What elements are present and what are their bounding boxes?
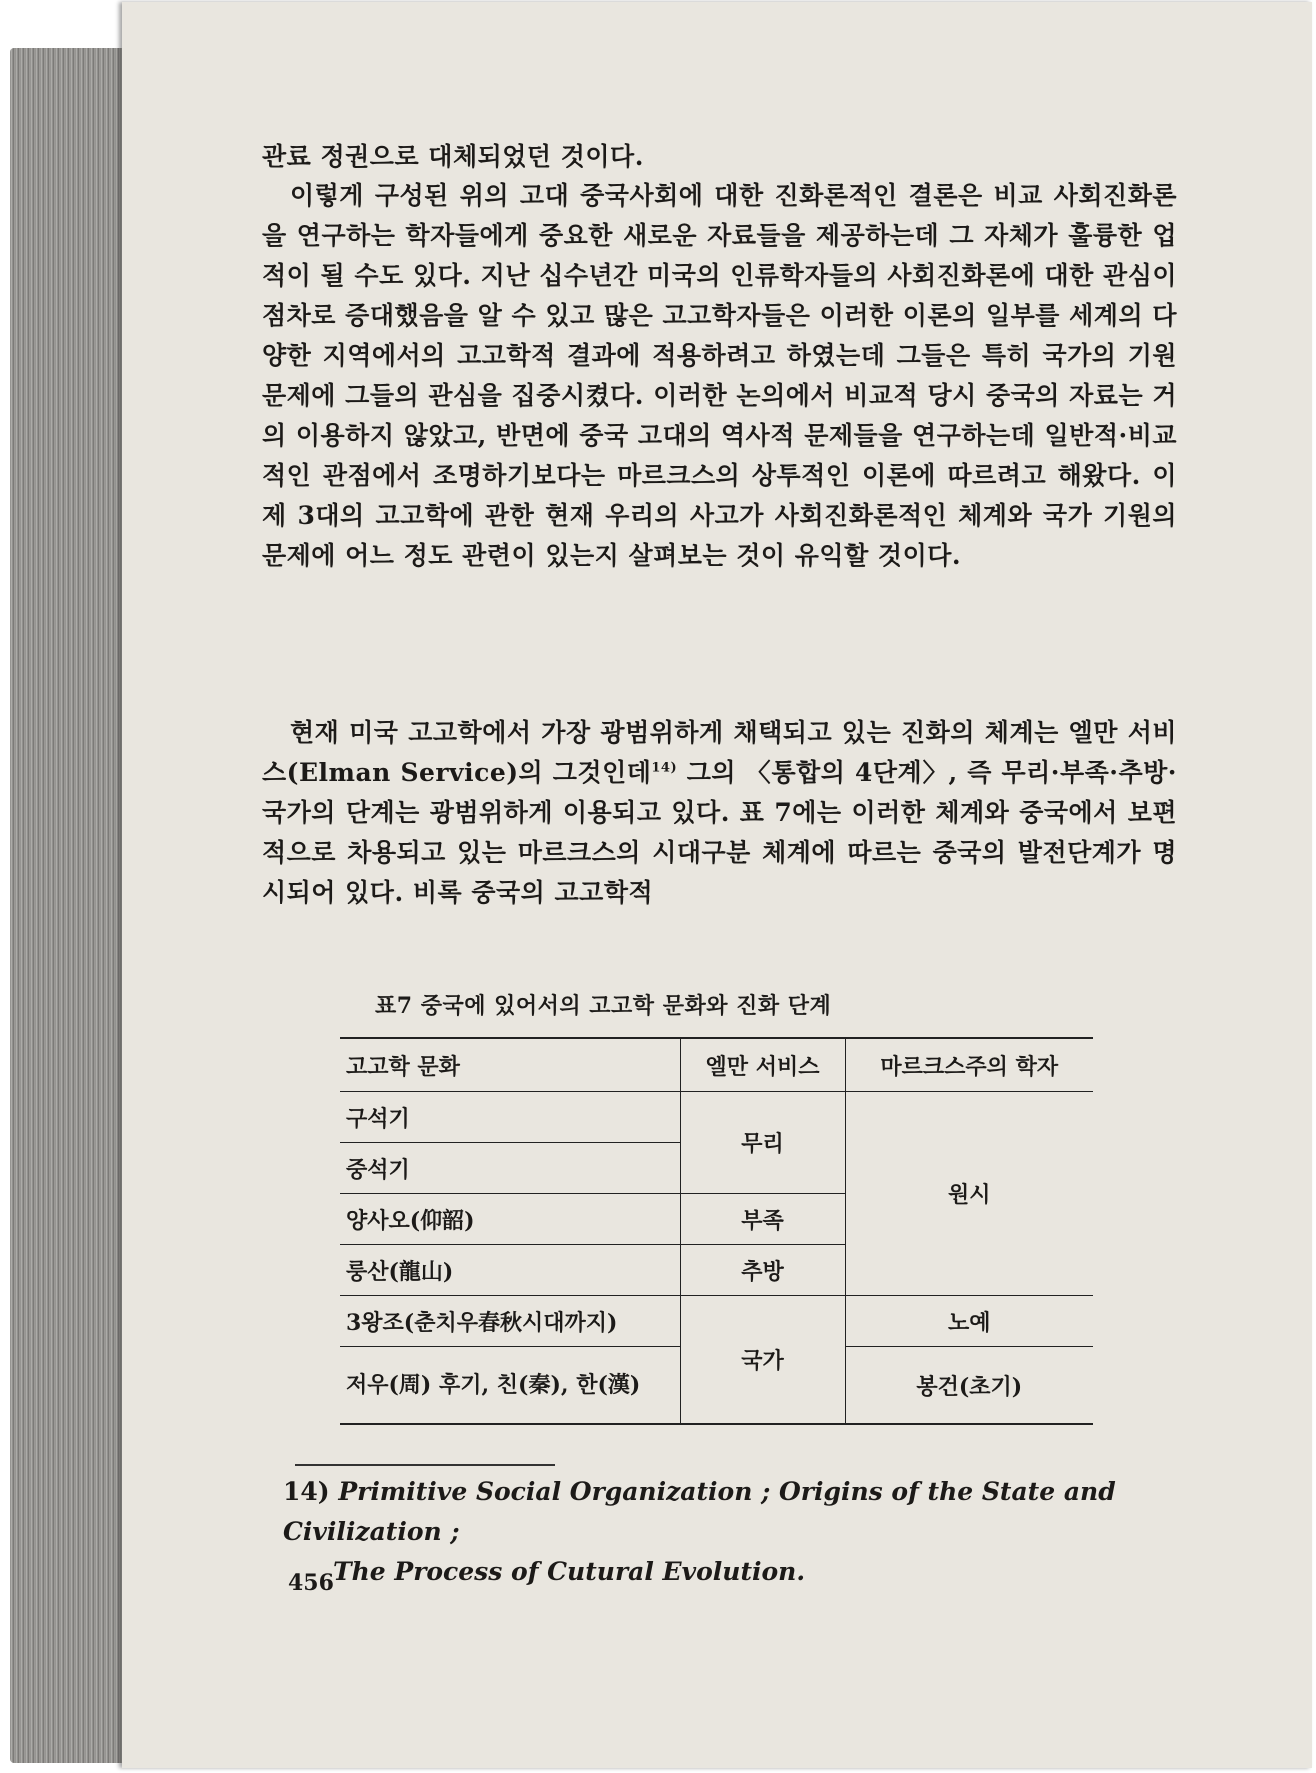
service-cell: 국가 [680,1296,845,1425]
culture-cell: 룽산(龍山) [340,1245,680,1296]
paragraph-2: 이렇게 구성된 위의 고대 중국사회에 대한 진화론적인 결론은 비교 사회진화론을 연구하는 학자들에게 중요한 새로운 자료들을 제공하는데 그 자체가 훌륭한 업적이 될 수도 있다. 지난 십수년간 미국의 인류학자들의 사회진화론에 대한 관심이 점차로 증대했음을 알 수 있고 많은 고고학자들은 이러한 이론의 일부를 세계의 다양한 지역에서의 고고학적 결과에 적용하려고 하였는데 그들은 특히 국가의 기원 문제에 그들의 관심을 집중시켰다. 이러한 논의에서 비교적 당시 중국의 자료는 거의 이용하지 않았고, 반면에 중국 고대의 역사적 문제들을 연구하는데 일반적·비교적인 관점에서 조명하기보다는 마르크스의 상투적인 이론에 따르려고 해왔다. 이제 3대의 고고학에 관한 현재 우리의 사고가 사회진화론적인 체계와 국가 기원의 문제에 어느 정도 관련이 있는지 살펴보는 것이 유익할 것이다. [262,181,1177,570]
table-row [340,1092,1093,1143]
header-service: 엘만 서비스 [680,1038,845,1092]
marxist-cell: 노예 [845,1296,1093,1347]
header-culture: 고고학 문화 [340,1038,680,1092]
table-row [340,1296,1093,1347]
book-page-edges [10,48,128,1763]
culture-cell: 3왕조(춘치우春秋시대까지) [340,1296,680,1347]
marxist-cell: 원시 [845,1092,1093,1296]
page-number: 456 [288,1570,334,1596]
footnote [283,1472,1183,1592]
footnote-line-2: The Process of Cutural Evolution. [333,1557,806,1586]
footnote-divider [295,1464,555,1466]
table-caption: 표7 중국에 있어서의 고고학 문화와 진화 단계 [375,993,832,1019]
paragraph-1: 관료 정권으로 대체되었던 것이다. [262,142,644,171]
paragraph-3-part-b: 그의 〈통합의 4단계〉, 즉 무리·부족·추방·국가의 단계는 광범위하게 이용되고 있다. 표 7에는 이러한 체계와 중국에서 보편적으로 차용되고 있는 마르크스의 시대구분 체계에 따르는 중국의 발전단계가 명시되어 있다. 비록 중국의 고고학적 [262,758,1177,907]
paragraph-3 [262,713,1177,913]
marxist-cell: 봉건(초기) [845,1347,1093,1425]
culture-cell: 구석기 [340,1092,680,1143]
table-header-row [340,1038,1093,1092]
culture-cell: 중석기 [340,1143,680,1194]
footnote-line-1: Primitive Social Organization ; Origins of the State and Civilization ; [283,1477,1116,1546]
culture-cell: 저우(周) 후기, 친(秦), 한(漢) [340,1347,680,1425]
service-cell: 부족 [680,1194,845,1245]
culture-cell: 양사오(仰韶) [340,1194,680,1245]
service-cell: 추방 [680,1245,845,1296]
paragraph-3-part-a: 현재 미국 고고학에서 가장 광범위하게 채택되고 있는 진화의 체계는 엘만 서비스(Elman Service)의 그것인데 [262,718,1177,787]
footnote-number: 14) [283,1477,330,1506]
footnote-reference: 14) [651,760,678,776]
service-cell: 무리 [680,1092,845,1194]
header-marxist: 마르크스주의 학자 [845,1038,1093,1092]
table-7 [340,1037,1093,1425]
